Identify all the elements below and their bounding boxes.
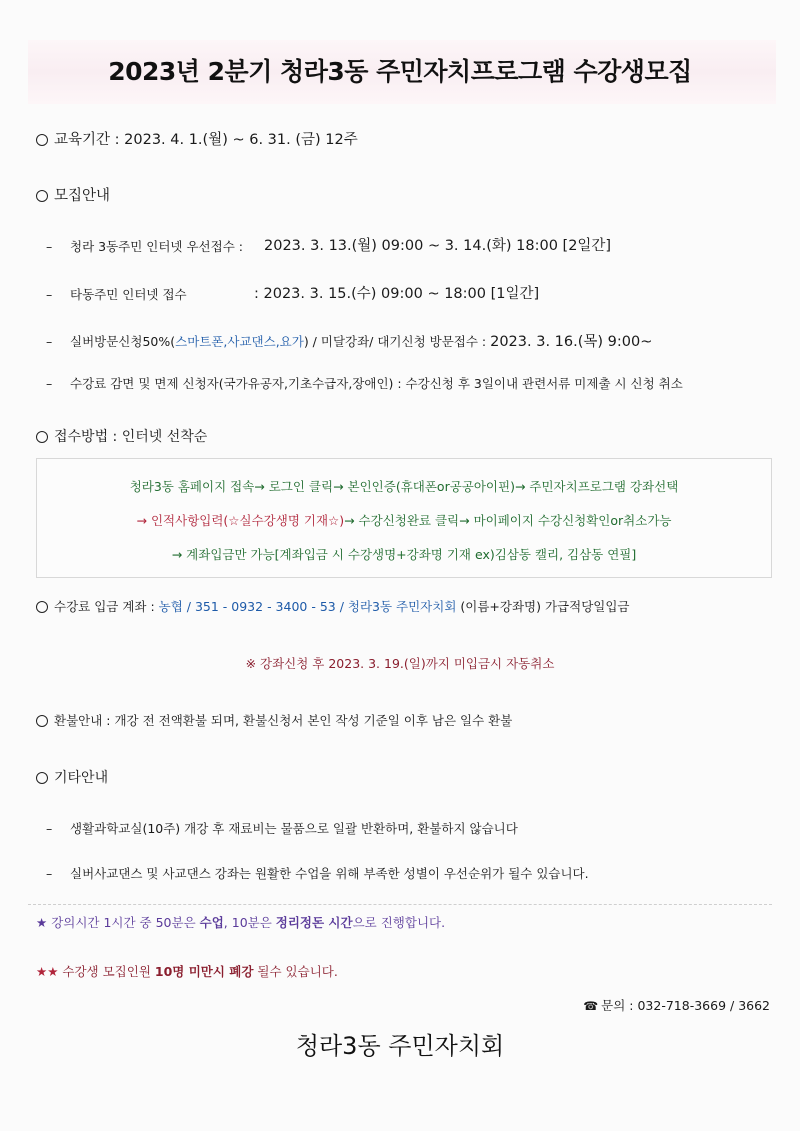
recruit-heading: 모집안내 <box>54 188 111 204</box>
etc-item: – 생활과학교실(10주) 개강 후 재료비는 물품으로 일괄 반환하며, 환불하지 않습니다 <box>46 821 518 836</box>
star-note-emph: 정리정돈 시간 <box>275 915 353 930</box>
silver-suffix: ) / 미달강좌/ 대기신청 방문접수 : <box>303 334 487 349</box>
star-note-text: 될수 있습니다. <box>253 964 338 979</box>
contact-text: 문의 : 032-718-3669 / 3662 <box>601 998 770 1013</box>
recruit-silver: – 실버방문신청50%(스마트폰,사교댄스,요가) / 미달강좌/ 대기신청 방문접수 : 2023. 3. 16.(목) 9:00~ <box>46 334 653 350</box>
silver-prefix: 실버방문신청50%( <box>70 334 176 349</box>
star-note-text: 수강생 모집인원 <box>62 964 155 979</box>
recruit-item-label: 타동주민 인터넷 접수 <box>70 287 187 302</box>
account-suffix: (이름+강좌명) 가급적당일입금 <box>460 599 630 614</box>
circle-bullet-icon <box>36 772 48 784</box>
phone-icon: ☎ <box>583 999 599 1013</box>
method-heading: 접수방법 : 인터넷 선착순 <box>54 429 208 445</box>
account-label: 수강료 입금 계좌 : <box>54 599 155 614</box>
etc-item: – 실버사교댄스 및 사교댄스 강좌는 원활한 수업을 위해 부족한 성별이 우선순위가 될수 있습니다. <box>46 866 589 881</box>
period-value: 2023. 4. 1.(월) ~ 6. 31. (금) 12주 <box>124 132 358 148</box>
etc-item-text: 실버사교댄스 및 사교댄스 강좌는 원활한 수업을 위해 부족한 성별이 우선순위가 될수 있습니다. <box>70 866 589 881</box>
etc-heading: 기타안내 <box>54 770 109 786</box>
recruit-item-value: 2023. 3. 13.(월) 09:00 ~ 3. 14.(화) 18:00 [2일간] <box>264 238 612 254</box>
refund-row <box>36 711 512 729</box>
circle-bullet-icon <box>36 134 48 146</box>
account-value: 농협 / 351 - 0932 - 3400 - 53 / 청라3동 주민자치회 <box>158 599 457 614</box>
star-note-text: , 10분은 <box>223 915 276 930</box>
auto-cancel-notice: ※ 강좌신청 후 2023. 3. 19.(일)까지 미입금시 자동취소 <box>245 656 555 671</box>
method-step-line3: → 계좌입금만 가능[계좌입금 시 수강생명+강좌명 기재 ex)김삼동 캘리, 김삼동 연필] <box>171 547 637 562</box>
divider <box>28 904 772 905</box>
star-icon: ★★ <box>36 964 59 979</box>
etc-item-text: 생활과학교실(10주) 개강 후 재료비는 물품으로 일괄 반환하며, 환불하지 않습니다 <box>70 821 518 836</box>
page-title: 2023년 2분기 청라3동 주민자치프로그램 수강생모집 <box>108 57 692 86</box>
period-row <box>36 128 358 149</box>
method-step-highlight: 인적사항입력(☆실수강생명 기재☆) <box>150 513 345 528</box>
star-note-2 <box>36 962 338 980</box>
recruit-item-label: 청라 3동주민 인터넷 우선접수 : <box>70 239 243 254</box>
star-note-text: 으로 진행합니다. <box>352 915 446 930</box>
recruit-heading-row <box>36 184 110 205</box>
star-note-text: 강의시간 1시간 중 50분은 <box>51 915 200 930</box>
circle-bullet-icon <box>36 715 48 727</box>
star-icon: ★ <box>36 915 48 930</box>
star-note-emph: 수업 <box>199 915 224 930</box>
recruit-item-value: 2023. 3. 15.(수) 09:00 ~ 18:00 [1일간] <box>263 286 540 302</box>
discount-text: 수강료 감면 및 면제 신청자(국가유공자,기초수급자,장애인) : 수강신청 후 3일이내 관련서류 미제출 시 신청 취소 <box>70 376 683 391</box>
recruit-item-colon: : <box>254 286 259 302</box>
contact-info <box>583 996 770 1014</box>
method-steps-box <box>36 458 772 578</box>
star-note-1 <box>36 913 445 931</box>
etc-heading-row <box>36 767 108 787</box>
period-label: 교육기간 : <box>54 132 120 148</box>
silver-value: 2023. 3. 16.(목) 9:00~ <box>490 334 653 350</box>
silver-highlight: 스마트폰,사교댄스,요가 <box>175 334 304 349</box>
recruit-item-resident: – 청라 3동주민 인터넷 우선접수 : <box>46 239 243 254</box>
circle-bullet-icon <box>36 190 48 202</box>
method-step-line1: 청라3동 홈페이지 접속→ 로그인 클릭→ 본인인증(휴대폰or공공아이핀)→ 주민자치프로그램 강좌선택 <box>129 479 679 494</box>
circle-bullet-icon <box>36 601 48 613</box>
method-step-line2 <box>37 511 771 529</box>
refund-heading: 환불안내 : 개강 전 전액환불 되며, 환불신청서 본인 작성 기준일 이후 남은 일수 환불 <box>54 713 513 728</box>
arrow-text: → <box>136 513 147 528</box>
recruit-discount: – 수강료 감면 및 면제 신청자(국가유공자,기초수급자,장애인) : 수강신청 후 3일이내 관련서류 미제출 시 신청 취소 <box>46 376 683 391</box>
star-note-emph: 10명 미만시 폐강 <box>154 964 254 979</box>
recruit-item-other: – 타동주민 인터넷 접수 <box>46 287 187 302</box>
footer-organization: 청라3동 주민자치회 <box>295 1032 505 1060</box>
recruit-item-value-row <box>254 282 539 303</box>
account-row <box>36 597 630 615</box>
circle-bullet-icon <box>36 431 48 443</box>
method-step-rest: → 수강신청완료 클릭→ 마이페이지 수강신청확인or취소가능 <box>344 513 672 528</box>
method-heading-row <box>36 426 207 446</box>
